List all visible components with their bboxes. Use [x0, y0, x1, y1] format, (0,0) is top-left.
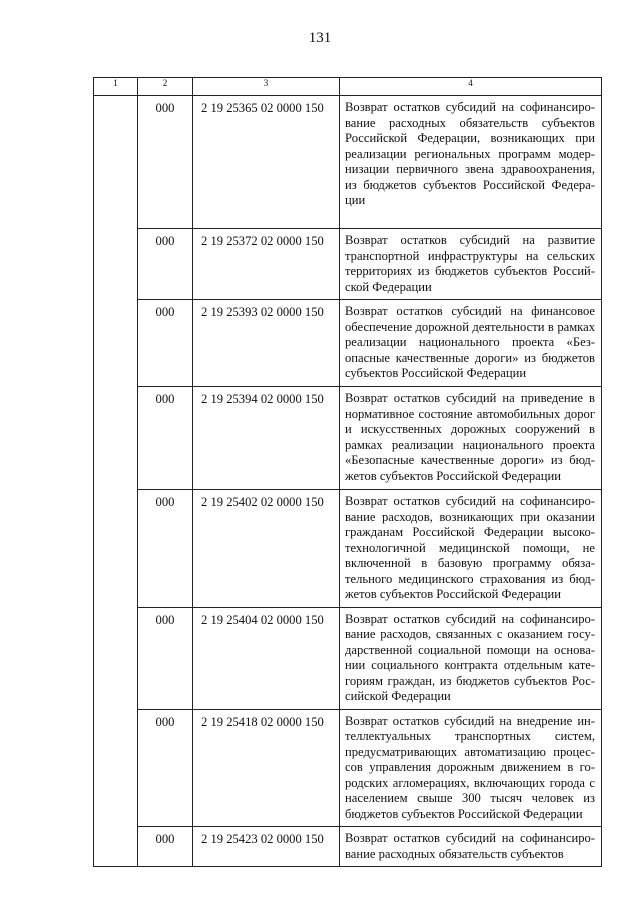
column-number: 1: [94, 78, 138, 96]
revenue-description: Возврат остатков субсидий на финансовое обеспечение дорожной деятельности в рамках реализации национального проекта «Безопасные качественные дороги» из бюджетов субъектов Российской Федерации: [340, 300, 602, 387]
classification-code: 2 19 25418 02 0000 150: [193, 709, 340, 827]
table-row: [94, 300, 602, 387]
revenue-description: Возврат остатков субсидий на софинансирование расходов, связанных с оказанием государственной социальной помощи на основании социального контракта отдельным категориям граждан, из бюджетов субъектов Российской Федерации: [340, 607, 602, 709]
classification-code: 2 19 25423 02 0000 150: [193, 827, 340, 867]
admin-code: 000: [138, 607, 193, 709]
column-number-row: [94, 78, 602, 96]
admin-code: 000: [138, 96, 193, 229]
admin-code: 000: [138, 300, 193, 387]
revenue-description: Возврат остатков субсидий на софинансирование расходов, возникающих при оказании гражданам Российской Федерации высокотехнологичной медицинской помощи, не включенной в базовую программу обязательного медицинского страхования из бюджетов субъектов Российской Федерации: [340, 490, 602, 608]
table-row: [94, 96, 602, 229]
page-number: 131: [308, 30, 332, 46]
table-row: [94, 709, 602, 827]
admin-code: 000: [138, 709, 193, 827]
table-row: [94, 607, 602, 709]
admin-code: 000: [138, 387, 193, 490]
revenue-description: Возврат остатков субсидий на внедрение интеллектуальных транспортных систем, предусматривающих автоматизацию процессов управления дорожным движением в городских агломерациях, включающих города с населением свыше 300 тысяч человек из бюджетов субъектов Российской Федерации: [340, 709, 602, 827]
table-row: [94, 827, 602, 867]
admin-code: 000: [138, 827, 193, 867]
table-row: [94, 490, 602, 608]
revenue-description: Возврат остатков субсидий на софинансирование расходных обязательств субъектов Российской Федерации, возникающих при реализации региональных программ модернизации первичного звена здравоохранения, из бюджетов субъектов Российской Федерации: [340, 96, 602, 229]
table-row: [94, 387, 602, 490]
column-number: 4: [340, 78, 602, 96]
column-number: 2: [138, 78, 193, 96]
empty-cell: [94, 96, 138, 867]
classification-code: 2 19 25404 02 0000 150: [193, 607, 340, 709]
classification-code: 2 19 25372 02 0000 150: [193, 229, 340, 300]
column-number: 3: [193, 78, 340, 96]
revenue-description: Возврат остатков субсидий на приведение в нормативное состояние автомобильных дорог и искусственных дорожных сооружений в рамках реализации национального проекта «Безопасные качественные дороги» из бюджетов субъектов Российской Федерации: [340, 387, 602, 490]
classification-code: 2 19 25365 02 0000 150: [193, 96, 340, 229]
classification-code: 2 19 25394 02 0000 150: [193, 387, 340, 490]
admin-code: 000: [138, 490, 193, 608]
budget-table: [93, 77, 602, 867]
admin-code: 000: [138, 229, 193, 300]
classification-code: 2 19 25402 02 0000 150: [193, 490, 340, 608]
table-row: [94, 229, 602, 300]
revenue-description: Возврат остатков субсидий на софинансирование расходных обязательств субъектов: [340, 827, 602, 867]
classification-code: 2 19 25393 02 0000 150: [193, 300, 340, 387]
revenue-description: Возврат остатков субсидий на развитие транспортной инфраструктуры на сельских территориях из бюджетов субъектов Российской Федерации: [340, 229, 602, 300]
